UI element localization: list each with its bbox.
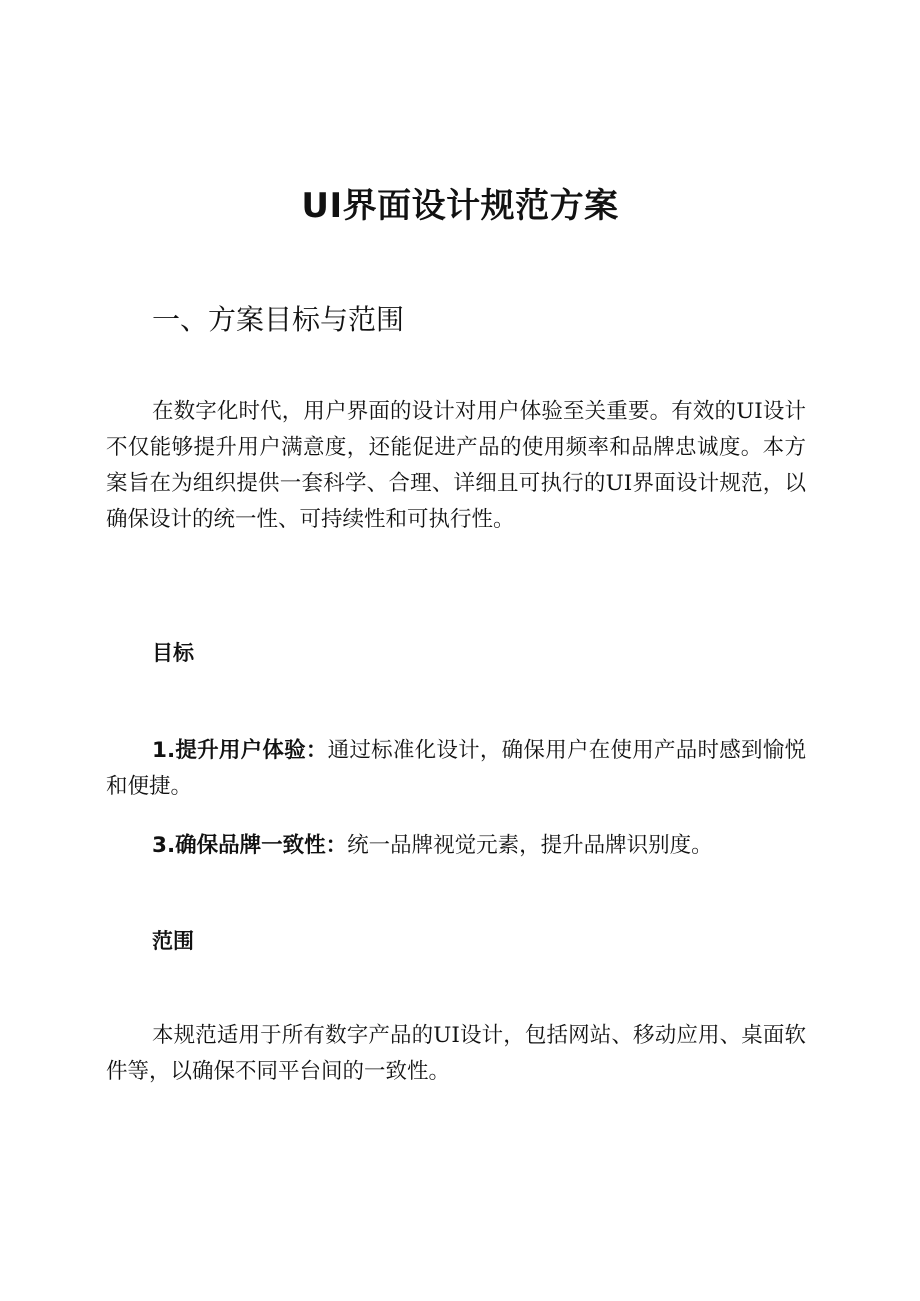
goal-item-1 [106, 733, 806, 805]
scope-heading: 范围 [152, 929, 194, 953]
goal-item-2 [106, 828, 806, 864]
document-title: UI界面设计规范方案 [301, 186, 619, 226]
goals-heading: 目标 [152, 641, 194, 665]
goal-item-2-label: 3.确保品牌一致性： [152, 833, 348, 858]
section-heading-goals-scope: 一、方案目标与范围 [152, 303, 405, 336]
goal-item-1-label: 1.提升用户体验： [152, 738, 328, 763]
scope-paragraph: 本规范适用于所有数字产品的UI设计，包括网站、移动应用、桌面软件等，以确保不同平台间的一致性。 [106, 1023, 806, 1084]
goal-item-2-text: 统一品牌视觉元素，提升品牌识别度。 [347, 833, 713, 858]
intro-paragraph: 在数字化时代，用户界面的设计对用户体验至关重要。有效的UI设计不仅能够提升用户满意度，还能促进产品的使用频率和品牌忠诚度。本方案旨在为组织提供一套科学、合理、详细且可执行的UI界面设计规范，以确保设计的统一性、可持续性和可执行性。 [106, 399, 806, 532]
goal-item-1-text: 通过标准化设计，确保用户在使用产品时感到愉悦和便捷。 [106, 738, 806, 799]
